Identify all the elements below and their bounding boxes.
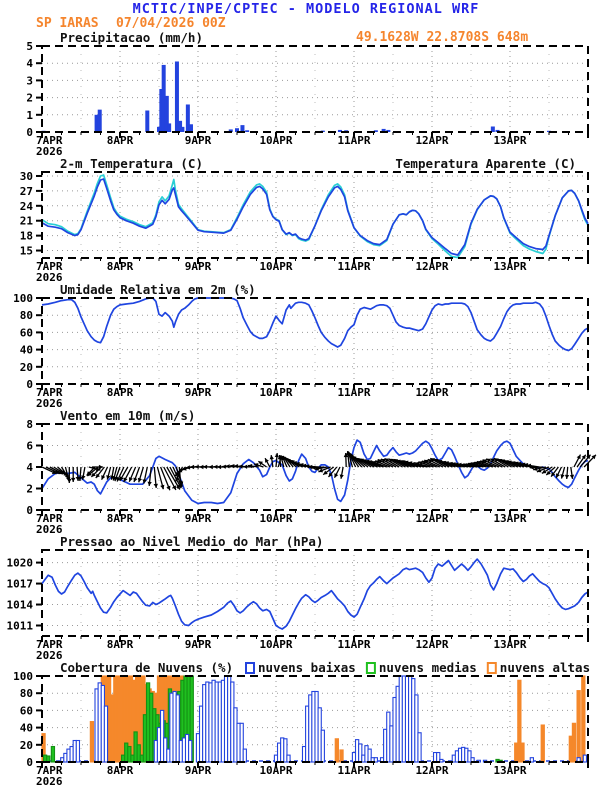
wind-title: Vento em 10m (m/s) <box>60 408 196 423</box>
x-tick-label: 12APR <box>415 386 449 399</box>
wind-arrow-head <box>226 464 230 468</box>
pres-title: Pressao ao Nivel Medio do Mar (hPa) <box>60 534 324 549</box>
bar <box>98 110 102 132</box>
bar <box>335 739 338 762</box>
x-tick-label: 13APR <box>493 386 527 399</box>
x-tick-label: 8APR <box>106 134 134 147</box>
x-tick-label: 10APR <box>259 638 293 651</box>
series-line <box>42 179 588 255</box>
legend-label: nuvens baixas <box>258 660 356 675</box>
bar <box>245 130 249 132</box>
x-tick-label: 9APR <box>184 386 212 399</box>
bar <box>418 733 421 762</box>
y-tick-label: 0 <box>26 126 33 139</box>
bar <box>76 741 79 763</box>
x-tick-label: 10APR <box>259 512 293 525</box>
wind-arrow-head <box>203 465 207 469</box>
series-line <box>42 175 588 258</box>
plot-frame <box>42 46 588 132</box>
wind-arrow-head <box>190 465 194 469</box>
series-line <box>42 440 588 503</box>
x-axis-year: 2026 <box>36 271 63 284</box>
x-tick-label: 9APR <box>184 512 212 525</box>
x-tick-label: 11APR <box>337 512 371 525</box>
y-tick-label: 5 <box>26 40 33 53</box>
x-tick-label: 9APR <box>184 638 212 651</box>
y-tick-label: 4 <box>26 461 33 474</box>
wind-arrow-head <box>209 465 213 469</box>
x-tick-label: 7APR <box>36 512 63 525</box>
y-tick-label: 100 <box>13 670 33 683</box>
x-tick-label: 10APR <box>259 260 293 273</box>
bar <box>240 125 244 132</box>
y-tick-label: 21 <box>19 214 33 228</box>
x-tick-label: 11APR <box>337 764 371 777</box>
temp-title: 2-m Temperatura (C) <box>60 156 203 171</box>
series-line <box>42 559 588 629</box>
x-tick-label: 12APR <box>415 638 449 651</box>
wind-arrow-head <box>213 465 217 469</box>
bar <box>90 722 93 762</box>
bar <box>104 706 107 762</box>
y-tick-label: 40 <box>19 721 33 735</box>
x-tick-label: 13APR <box>493 638 527 651</box>
bar <box>189 741 192 763</box>
plot-frame <box>42 298 588 384</box>
bar <box>521 743 524 762</box>
y-tick-label: 6 <box>26 439 33 453</box>
x-axis-year: 2026 <box>36 145 63 158</box>
y-tick-label: 1011 <box>6 619 33 633</box>
bar <box>189 124 193 132</box>
y-tick-label: 24 <box>19 199 33 213</box>
x-tick-label: 9APR <box>184 134 212 147</box>
rh-title: Umidade Relativa em 2m (%) <box>60 282 256 297</box>
y-tick-label: 18 <box>19 229 33 243</box>
x-tick-label: 12APR <box>415 764 449 777</box>
y-tick-label: 20 <box>19 360 33 374</box>
y-tick-label: 30 <box>19 169 33 183</box>
y-tick-label: 3 <box>26 74 33 88</box>
y-tick-label: 2 <box>26 482 33 496</box>
x-tick-label: 13APR <box>493 764 527 777</box>
apparent-temperature-label: Temperatura Aparente (C) <box>395 156 576 171</box>
legend-swatch <box>367 663 375 673</box>
x-tick-label: 13APR <box>493 512 527 525</box>
wind-chart <box>0 408 612 538</box>
rh-plot-area <box>13 292 588 410</box>
x-tick-label: 7APR <box>36 386 63 399</box>
x-tick-label: 8APR <box>106 386 134 399</box>
legend-swatch <box>488 663 496 673</box>
x-tick-label: 7APR <box>36 134 63 147</box>
y-tick-label: 27 <box>19 184 33 198</box>
temp-plot-area <box>20 170 588 284</box>
bar <box>145 111 149 133</box>
x-tick-label: 9APR <box>184 260 212 273</box>
bar <box>287 755 290 762</box>
humidity-chart <box>0 282 612 412</box>
y-tick-label: 60 <box>19 326 33 340</box>
x-tick-label: 11APR <box>337 260 371 273</box>
x-tick-label: 7APR <box>36 638 63 651</box>
run-datetime: 07/04/2026 00Z <box>116 16 226 31</box>
x-tick-label: 10APR <box>259 386 293 399</box>
y-tick-label: 15 <box>19 244 33 258</box>
bar <box>167 123 171 132</box>
wind-arrow-head <box>275 453 279 457</box>
bar <box>577 691 580 762</box>
wind-arrow-head <box>67 479 71 483</box>
wind-arrow-head <box>234 464 238 468</box>
y-tick-label: 0 <box>26 378 33 391</box>
y-tick-label: 100 <box>13 292 33 305</box>
x-tick-label: 8APR <box>106 638 134 651</box>
wind-arrow-head <box>222 465 226 469</box>
bar <box>340 750 343 762</box>
x-tick-label: 8APR <box>106 764 134 777</box>
wind-plot-area <box>26 418 596 536</box>
x-tick-label: 7APR <box>36 260 63 273</box>
precipitation-chart <box>0 30 612 160</box>
x-axis-year: 2026 <box>36 523 63 536</box>
x-tick-label: 13APR <box>493 260 527 273</box>
legend-label: nuvens medias <box>378 660 477 675</box>
pres-plot-area <box>7 550 589 662</box>
clouds-plot-area <box>13 670 588 788</box>
bar <box>180 127 184 132</box>
y-tick-label: 1 <box>26 108 33 122</box>
bar <box>572 723 575 762</box>
legend-label: nuvens altas <box>499 660 591 675</box>
x-tick-label: 9APR <box>184 764 212 777</box>
page-title: MCTIC/INPE/CPTEC - MODELO REGIONAL WRF <box>132 1 480 17</box>
x-tick-label: 12APR <box>415 134 449 147</box>
y-tick-label: 1017 <box>6 577 33 591</box>
x-axis-year: 2026 <box>36 397 63 410</box>
wind-arrow-head <box>565 475 569 479</box>
y-tick-label: 40 <box>19 343 33 357</box>
bar <box>583 755 586 762</box>
x-axis-year: 2026 <box>36 775 63 788</box>
wind-vector-arrows <box>42 451 596 490</box>
series-line <box>42 298 588 351</box>
precip-title: Precipitacao (mm/h) <box>60 30 203 45</box>
precipitation-bars <box>42 61 551 132</box>
bar <box>321 730 324 762</box>
y-tick-label: 1020 <box>6 556 33 570</box>
pressure-chart <box>0 534 612 664</box>
y-tick-label: 2 <box>26 91 33 105</box>
legend-swatch <box>246 663 254 673</box>
y-tick-label: 60 <box>19 704 33 718</box>
bar <box>582 676 585 762</box>
bar <box>541 725 544 762</box>
x-tick-label: 10APR <box>259 134 293 147</box>
wind-arrow-head <box>243 465 247 469</box>
x-tick-label: 10APR <box>259 764 293 777</box>
x-tick-label: 11APR <box>337 638 371 651</box>
y-tick-label: 4 <box>26 57 33 71</box>
y-tick-label: 0 <box>26 756 33 769</box>
x-axis-year: 2026 <box>36 649 63 662</box>
x-tick-label: 12APR <box>415 260 449 273</box>
y-tick-label: 1014 <box>6 598 33 612</box>
bar <box>440 759 443 762</box>
x-tick-label: 12APR <box>415 512 449 525</box>
bar <box>243 749 246 762</box>
station-coordinates: 49.1628W 22.8708S 648m <box>356 30 529 45</box>
x-tick-label: 7APR <box>36 764 63 777</box>
temperature-chart <box>0 156 612 286</box>
y-tick-label: 20 <box>19 738 33 752</box>
bar <box>51 747 54 762</box>
y-tick-label: 80 <box>19 687 33 701</box>
cloud-cover-chart <box>0 660 612 790</box>
x-tick-label: 13APR <box>493 134 527 147</box>
y-tick-label: 80 <box>19 309 33 323</box>
wind-arrow-head <box>71 478 75 482</box>
clouds-title: Cobertura de Nuvens (%) <box>60 660 234 675</box>
x-tick-label: 11APR <box>337 134 371 147</box>
wind-arrow-head <box>217 465 221 469</box>
wind-arrow-head <box>154 484 158 488</box>
wind-arrow-head <box>199 465 203 469</box>
wind-arrow-head <box>195 465 199 469</box>
station-name: SP IARAS <box>36 16 99 31</box>
x-tick-label: 8APR <box>106 512 134 525</box>
x-tick-label: 11APR <box>337 386 371 399</box>
y-tick-label: 0 <box>26 504 33 517</box>
x-tick-label: 8APR <box>106 260 134 273</box>
plot-frame <box>42 550 588 636</box>
plot-frame <box>42 172 588 258</box>
y-tick-label: 8 <box>26 418 33 431</box>
precip-plot-area <box>26 40 588 158</box>
